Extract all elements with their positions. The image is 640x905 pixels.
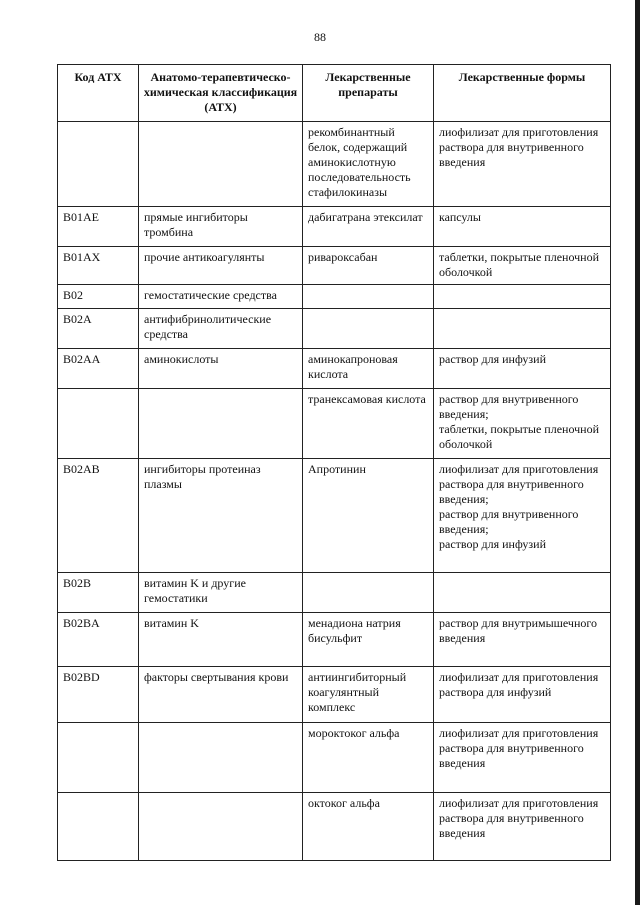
cell-code <box>58 723 139 793</box>
table-row <box>58 389 611 459</box>
table-row <box>58 349 611 389</box>
cell-code: B02AB <box>58 459 139 573</box>
table-row <box>58 285 611 309</box>
cell-classification: факторы свертывания крови <box>139 667 303 723</box>
cell-drug: транексамовая кислота <box>303 389 434 459</box>
page-number: 88 <box>314 30 326 44</box>
cell-classification: гемостатические средства <box>139 285 303 309</box>
header-forms: Лекарственные формы <box>434 65 611 122</box>
cell-classification: витамин K <box>139 613 303 667</box>
cell-classification <box>139 389 303 459</box>
cell-form: раствор для внутримышечного введения <box>434 613 611 667</box>
cell-drug: ривароксабан <box>303 247 434 285</box>
atx-table <box>57 64 611 861</box>
cell-code: B01AX <box>58 247 139 285</box>
cell-drug <box>303 573 434 613</box>
cell-classification <box>139 122 303 207</box>
cell-code: B02BA <box>58 613 139 667</box>
cell-classification <box>139 723 303 793</box>
cell-form: раствор для инфузий <box>434 349 611 389</box>
cell-form <box>434 309 611 349</box>
cell-drug: менадиона натрия бисульфит <box>303 613 434 667</box>
cell-drug: мороктоког альфа <box>303 723 434 793</box>
cell-classification: прямые ингибиторы тромбина <box>139 207 303 247</box>
cell-form: лиофилизат для приготовления раствора для внутривенного введения <box>434 723 611 793</box>
table-row <box>58 309 611 349</box>
scan-edge-bar <box>635 0 640 905</box>
table-header-row <box>58 65 611 122</box>
cell-classification: антифибринолитические средства <box>139 309 303 349</box>
cell-form <box>434 285 611 309</box>
cell-form: раствор для внутривенного введения; таблетки, покрытые пленочной оболочкой <box>434 389 611 459</box>
table-row <box>58 459 611 573</box>
cell-classification: аминокислоты <box>139 349 303 389</box>
table-row <box>58 247 611 285</box>
cell-classification <box>139 793 303 861</box>
cell-code: B02B <box>58 573 139 613</box>
cell-drug: октоког альфа <box>303 793 434 861</box>
cell-drug <box>303 309 434 349</box>
header-code: Код АТХ <box>58 65 139 122</box>
table-row <box>58 573 611 613</box>
table-row <box>58 723 611 793</box>
header-drugs: Лекарственные препараты <box>303 65 434 122</box>
cell-code: B02A <box>58 309 139 349</box>
cell-drug: аминокапроновая кислота <box>303 349 434 389</box>
table-row <box>58 207 611 247</box>
cell-classification: витамин K и другие гемостатики <box>139 573 303 613</box>
cell-code <box>58 793 139 861</box>
cell-drug: антиингибиторный коагулянтный комплекс <box>303 667 434 723</box>
cell-form: лиофилизат для приготовления раствора для инфузий <box>434 667 611 723</box>
cell-form <box>434 573 611 613</box>
cell-form: лиофилизат для приготовления раствора для внутривенного введения <box>434 793 611 861</box>
cell-drug: Апротинин <box>303 459 434 573</box>
cell-form: лиофилизат для приготовления раствора для внутривенного введения <box>434 122 611 207</box>
table-row <box>58 613 611 667</box>
header-classification: Анатомо-терапевтическо-химическая классификация (АТХ) <box>139 65 303 122</box>
cell-form: таблетки, покрытые пленочной оболочкой <box>434 247 611 285</box>
cell-classification: ингибиторы протеиназ плазмы <box>139 459 303 573</box>
cell-form: капсулы <box>434 207 611 247</box>
cell-classification: прочие антикоагулянты <box>139 247 303 285</box>
cell-drug <box>303 285 434 309</box>
cell-code: B02AA <box>58 349 139 389</box>
cell-drug: дабигатрана этексилат <box>303 207 434 247</box>
cell-code: B02 <box>58 285 139 309</box>
cell-form: лиофилизат для приготовления раствора для внутривенного введения; раствор для внутривенного введения; раствор для инфузий <box>434 459 611 573</box>
table-row <box>58 667 611 723</box>
cell-code: B02BD <box>58 667 139 723</box>
table-row <box>58 793 611 861</box>
cell-drug: рекомбинантный белок, содержащий аминокислотную последовательность стафилокиназы <box>303 122 434 207</box>
cell-code: B01AE <box>58 207 139 247</box>
table-row <box>58 122 611 207</box>
cell-code <box>58 122 139 207</box>
cell-code <box>58 389 139 459</box>
